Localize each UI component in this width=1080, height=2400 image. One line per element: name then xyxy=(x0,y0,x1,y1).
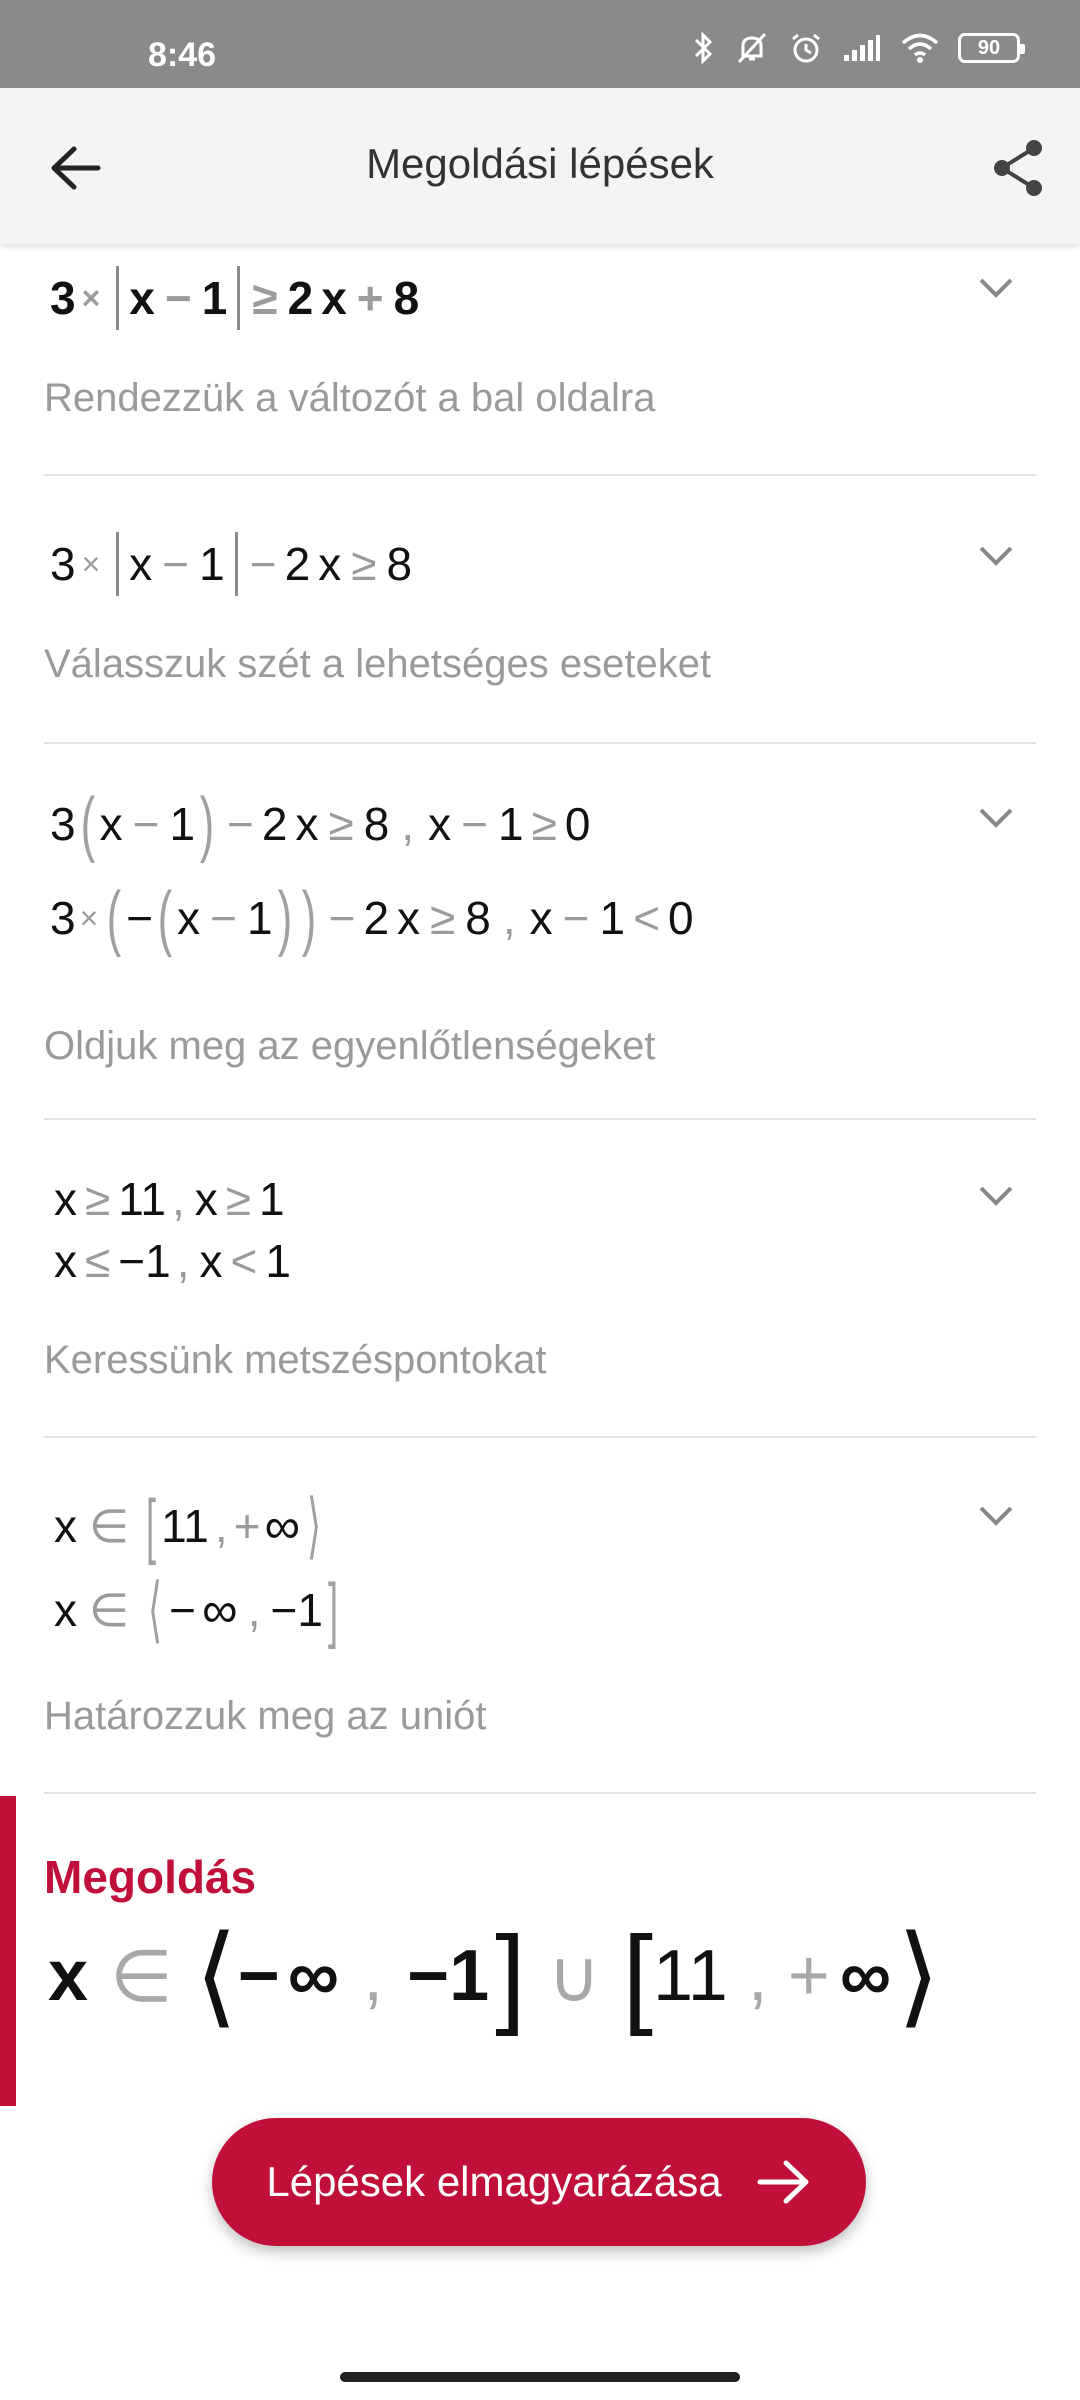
share-icon xyxy=(990,138,1046,198)
home-indicator[interactable] xyxy=(340,2372,740,2382)
step-5-interval-2: x ∈ ⟨ − ∞ , − 1 ] xyxy=(54,1570,338,1650)
chevron-down-icon xyxy=(978,545,1014,567)
battery-icon xyxy=(958,33,1020,63)
step-3[interactable] xyxy=(44,744,1036,1118)
step-3-expand-button[interactable] xyxy=(972,794,1020,842)
step-4[interactable] xyxy=(44,1120,1036,1436)
step-4-case-2: x ≤ − 1 , x < 1 xyxy=(54,1235,291,1287)
step-2-description: Válasszuk szét a lehetséges eseteket xyxy=(44,642,712,686)
step-3-description: Oldjuk meg az egyenlőtlenségeket xyxy=(44,1024,656,1068)
page-title: Megoldási lépések xyxy=(366,140,714,187)
battery-level: 90 xyxy=(977,36,1001,59)
explain-steps-label: Lépések elmagyarázása xyxy=(266,2158,722,2205)
mute-icon xyxy=(734,30,770,66)
status-time: 8:46 xyxy=(148,36,217,74)
step-3-case-1: 3 ( x − 1 ) − 2 x ≥ 8 , x − 1 ≥ 0 xyxy=(50,784,591,864)
chevron-down-icon xyxy=(978,1505,1014,1527)
step-4-case-1: x ≥ 11 , x ≥ 1 xyxy=(54,1173,285,1225)
explain-steps-button[interactable] xyxy=(212,2118,866,2246)
step-2-expression: 3 × x − 1 − 2 x ≥ 8 xyxy=(50,532,412,596)
step-5-expand-button[interactable] xyxy=(972,1492,1020,1540)
chevron-down-icon xyxy=(978,807,1014,829)
divider xyxy=(44,1792,1036,1794)
app-bar xyxy=(0,88,1080,244)
step-5-interval-1: x ∈ [ 11 , + ∞ ⟩ xyxy=(54,1486,322,1566)
solution-title: Megoldás xyxy=(44,1851,257,1903)
step-1-expression: 3 × x − 1 ≥ 2 x + 8 xyxy=(50,266,419,330)
step-3-case-2: 3 × ( − ( x − 1 ) ) − 2 x ≥ 8 , x − 1 < 0 xyxy=(50,878,694,958)
step-1-expand-button[interactable] xyxy=(972,264,1020,312)
status-icons xyxy=(692,30,1020,66)
chevron-down-icon xyxy=(978,1185,1014,1207)
chevron-down-icon xyxy=(978,277,1014,299)
step-5-description: Határozzuk meg az uniót xyxy=(44,1694,487,1738)
step-2-expand-button[interactable] xyxy=(972,532,1020,580)
share-button[interactable] xyxy=(982,132,1054,204)
step-1[interactable] xyxy=(44,244,1036,474)
bluetooth-icon xyxy=(692,30,716,66)
arrow-forward-icon xyxy=(756,2159,812,2205)
solution-expression: x ∈ ⟨ − ∞ , − 1 ] ∪ [ 11 , + ∞ ⟩ xyxy=(48,1914,941,2037)
step-2[interactable] xyxy=(44,476,1036,742)
status-bar xyxy=(0,0,1080,88)
solution-accent-bar xyxy=(0,1796,16,2106)
solution-section xyxy=(0,1796,1080,2106)
step-4-description: Keressünk metszéspontokat xyxy=(44,1338,547,1382)
step-5[interactable] xyxy=(44,1438,1036,1792)
wifi-icon xyxy=(900,32,940,64)
signal-icon xyxy=(842,33,882,63)
alarm-icon xyxy=(788,30,824,66)
step-1-description: Rendezzük a változót a bal oldalra xyxy=(44,376,656,420)
step-4-expand-button[interactable] xyxy=(972,1172,1020,1220)
